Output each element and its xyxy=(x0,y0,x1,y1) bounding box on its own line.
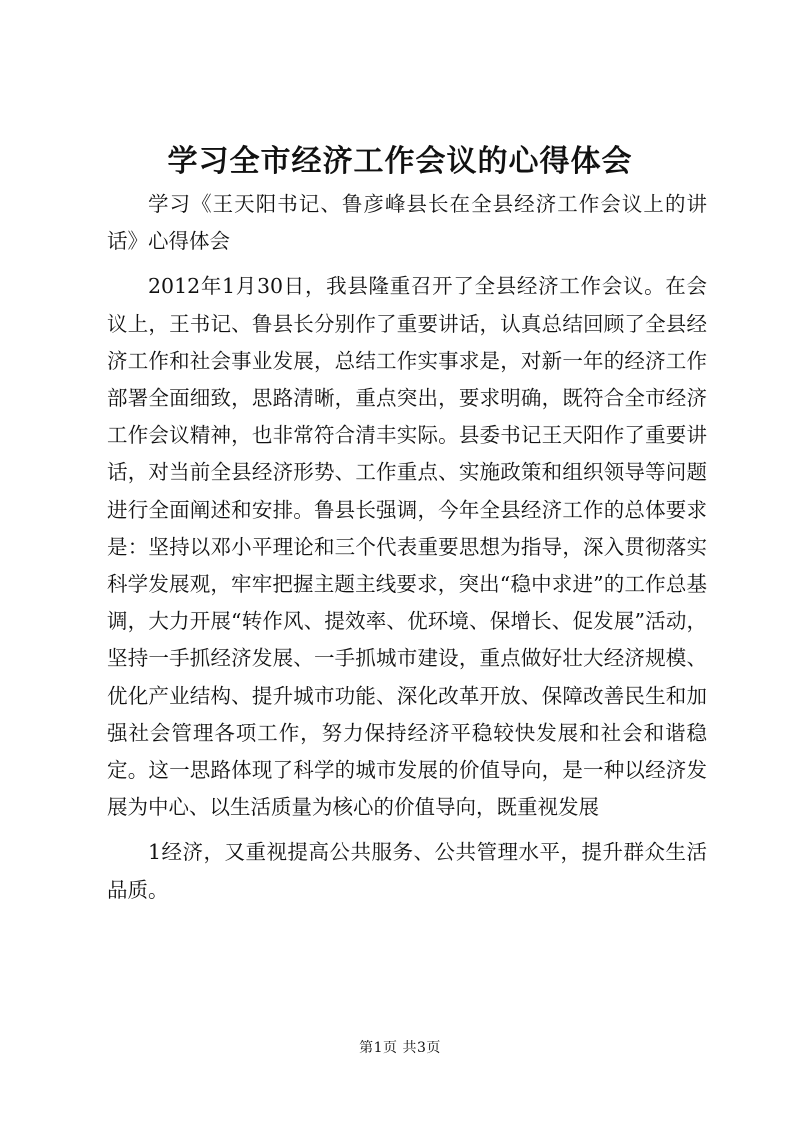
paragraph-continuation: 1经济，又重视提高公共服务、公共管理水平，提升群众生活品质。 xyxy=(107,840,707,902)
paragraph-subtitle: 学习《王天阳书记、鲁彦峰县长在全县经济工作会议上的讲话》心得体会 xyxy=(107,192,707,254)
page-number-footer: 第1页 共3页 xyxy=(359,1040,441,1056)
document-body xyxy=(107,186,707,917)
document-title: 学习全市经济工作会议的心得体会 xyxy=(167,144,633,179)
paragraph-main: 2012年1月30日，我县隆重召开了全县经济工作会议。在会议上，王书记、鲁县长分别作了重要讲话，认真总结回顾了全县经济工作和社会事业发展，总结工作实事求是，对新一年的经济工作部署全面细致，思路清晰，重点突出，要求明确，既符合全市经济工作会议精神，也非常符合清丰实际。县委书记王天阳作了重要讲话，对当前全县经济形势、工作重点、实施政策和组织领导等问题进行全面阐述和安排。鲁县长强调，今年全县经济工作的总体要求是：坚持以邓小平理论和三个代表重要思想为指导，深入贯彻落实科学发展观，牢牢把握主题主线要求，突出“稳中求进”的工作总基调，大力开展“转作风、提效率、优环境、保增长、促发展”活动，坚持一手抓经济发展、一手抓城市建设，重点做好壮大经济规模、优化产业结构、提升城市功能、深化改革开放、保障改善民生和加强社会管理各项工作，努力保持经济平稳较快发展和社会和谐稳定。这一思路体现了科学的城市发展的价值导向，是一种以经济发展为中心、以生活质量为核心的价值导向，既重视发展 xyxy=(107,274,707,820)
